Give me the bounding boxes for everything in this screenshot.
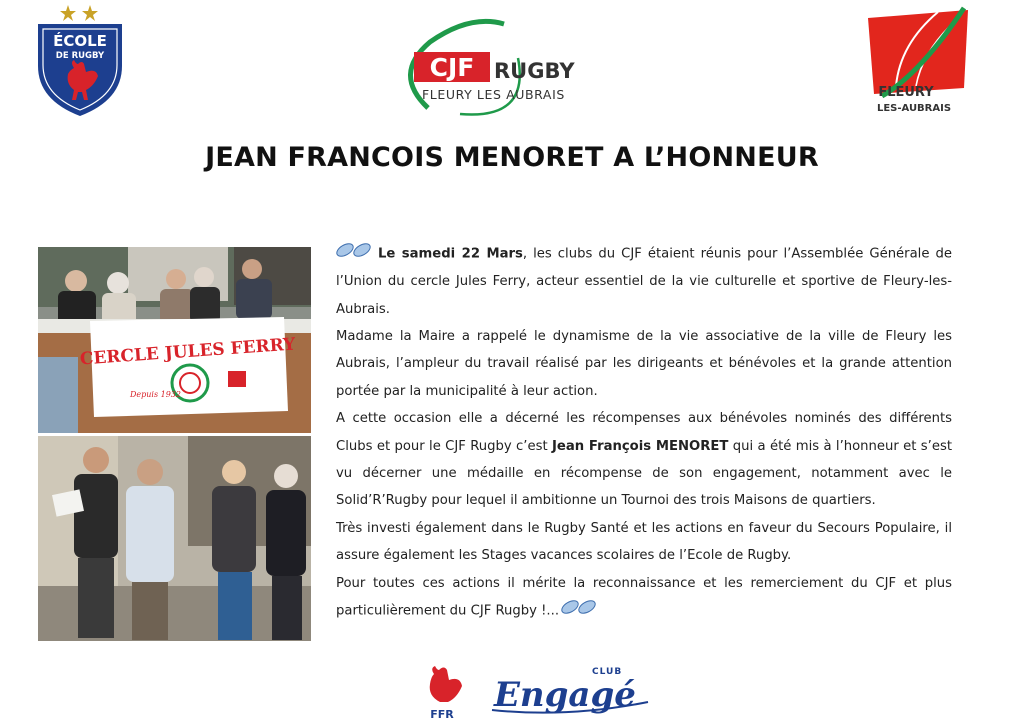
article-paragraph-3 [336,405,952,515]
svg-text:FLEURY: FLEURY [878,85,934,100]
article-paragraph-2: Madame la Maire a rappelé le dynamisme de la vie associative de la ville de Fleury les Aubrais, l’ampleur du travail réalisé par les dirigeants et bénévoles et la grande attention portée par la municipalité à leur action. [336,328,952,399]
article-text: A cette occasion elle a décerné les récompenses aux bénévoles nominés des différents Clubs et pour le CJF Rugby c’est [336,411,952,454]
article-date: Le samedi 22 Mars [378,246,523,262]
svg-text:CJF: CJF [429,53,475,82]
svg-text:Engagé: Engagé [494,675,636,715]
article-text: , les clubs du CJF étaient réunis pour l’Assemblée Générale de l’Union du cercle Jules Ferry, acteur essentiel de la vie culturelle et sportive de Fleury-les-Aubrais. [336,246,952,317]
svg-text:LES-AUBRAIS: LES-AUBRAIS [876,103,952,114]
stars-icon [60,5,98,21]
assembly-table-photo [38,247,311,433]
article-paragraph-4: Très investi également dans le Rugby Santé et les actions en faveur du Secours Populaire, il assure également les Stages vacances scolaires de l’Ecole de Rugby. [336,520,952,564]
award-ceremony-photo [38,436,311,641]
ecole-de-rugby-logo [34,2,126,120]
honoree-name: Jean François MENORET [552,438,729,454]
svg-text:FFR: FFR [430,708,454,721]
article-paragraph-5 [336,570,952,626]
rugby-balls-icon [336,240,372,267]
page-title: JEAN FRANCOIS MENORET A L’HONNEUR [205,142,819,173]
rooster-icon [430,666,462,702]
svg-text:CLUB: CLUB [592,667,623,677]
article-body [336,240,952,625]
article-text: Pour toutes ces actions il mérite la reconnaissance et les remerciement du CJF et plus particulièrement du CJF Rugby !... [336,575,952,619]
svg-text:ÉCOLE: ÉCOLE [53,32,107,50]
cjf-rugby-logo [400,12,600,120]
svg-text:DE RUGBY: DE RUGBY [55,51,105,61]
article-text: qui a été mis à l’honneur et s’est vu décerner une médaille en récompense de son engagement, notamment avec le Solid’R’Rugby pour lequel il ambitionne un Tournoi des trois Maisons de quartiers. [336,438,953,509]
svg-text:CERCLE JULES FERRY: CERCLE JULES FERRY [79,334,297,370]
svg-text:FLEURY LES AUBRAIS: FLEURY LES AUBRAIS [422,87,565,102]
svg-text:Depuis 1932: Depuis 1932 [130,390,181,399]
ffr-logo [420,664,464,722]
rugby-balls-icon [561,597,597,624]
club-engage-logo [488,662,652,718]
svg-text:RUGBY: RUGBY [494,59,575,83]
fleury-les-aubrais-logo [860,4,972,116]
article-paragraph-1 [336,240,952,323]
